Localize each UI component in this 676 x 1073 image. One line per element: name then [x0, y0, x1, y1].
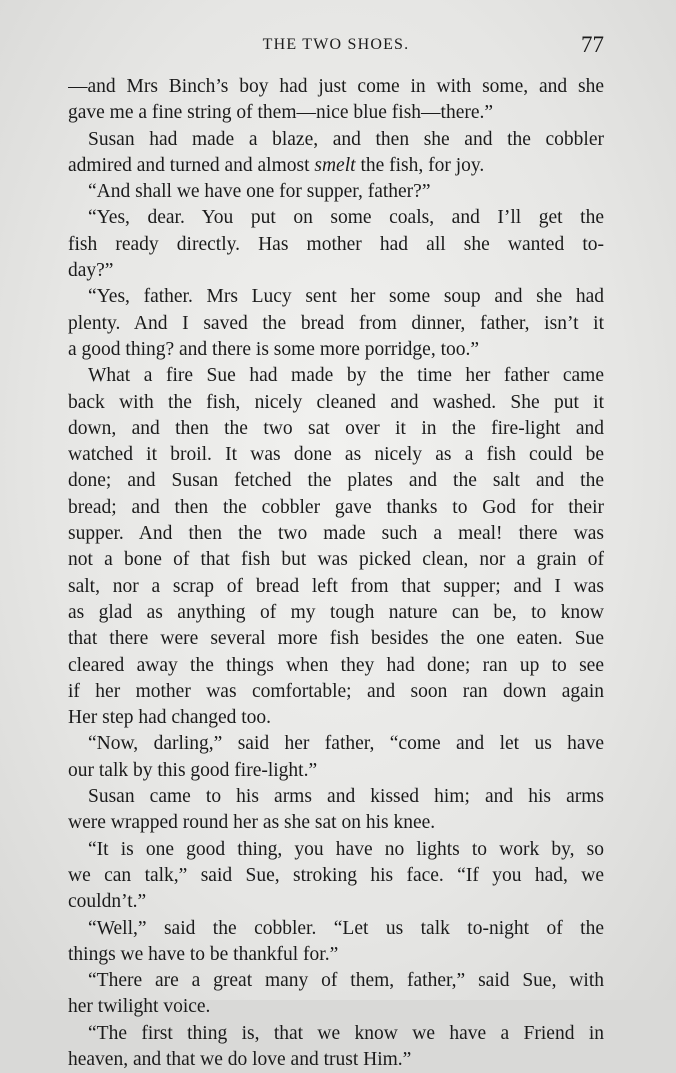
- text-line: we can talk,” said Sue, stroking his face. “If you had, we: [68, 864, 604, 886]
- running-title: THE TWO SHOES.: [262, 36, 410, 53]
- text-segment: the fish, for joy.: [355, 154, 485, 176]
- text-line: down, and then the two sat over it in the fire-light and: [68, 417, 604, 439]
- text-line: supper. And then the two made such a meal! there was: [68, 523, 604, 545]
- text-segment: admired and turned and almost: [68, 154, 315, 176]
- text-line: things we have to be thankful for.”: [68, 943, 339, 965]
- text-line: salt, nor a scrap of bread left from that supper; and I was: [68, 575, 604, 597]
- text-line: if her mother was comfortable; and soon ran down again: [68, 680, 604, 702]
- text-line: our talk by this good fire-light.”: [68, 759, 318, 781]
- text-line: back with the fish, nicely cleaned and washed. She put it: [68, 391, 604, 413]
- page-header: [68, 32, 604, 60]
- text-line: “The first thing is, that we know we have a Friend in: [88, 1022, 604, 1044]
- text-line: —and Mrs Binch’s boy had just come in with some, and she: [68, 76, 604, 97]
- text-line: “There are a great many of them, father,” said Sue, with: [88, 970, 604, 992]
- text-line: [68, 153, 604, 179]
- text-line: gave me a fine string of them—nice blue fish—there.”: [68, 102, 494, 124]
- text-line: watched it broil. It was done as nicely as a fish could be: [68, 444, 604, 466]
- text-line: were wrapped round her as she sat on his knee.: [68, 812, 436, 834]
- text-line: “It is one good thing, you have no lights to work by, so: [88, 838, 604, 860]
- text-line: “Yes, father. Mrs Lucy sent her some soup and she had: [88, 286, 604, 308]
- text-line: couldn’t.”: [68, 891, 147, 913]
- text-line: What a fire Sue had made by the time her father came: [88, 365, 604, 387]
- text-line: “Now, darling,” said her father, “come and let us have: [88, 733, 604, 755]
- text-line: day?”: [68, 260, 114, 282]
- text-line: heaven, and that we do love and trust Him.”: [68, 1048, 412, 1070]
- text-line: bread; and then the cobbler gave thanks to God for their: [68, 496, 604, 518]
- text-line: “Well,” said the cobbler. “Let us talk to-night of the: [88, 917, 604, 939]
- text-line: fish ready directly. Has mother had all she wanted to-: [68, 233, 604, 255]
- italic-word: smelt: [314, 154, 356, 176]
- text-line: as glad as anything of my tough nature can be, to know: [68, 601, 604, 623]
- text-line: plenty. And I saved the bread from dinner, father, isn’t it: [68, 312, 604, 334]
- text-line: a good thing? and there is some more porridge, too.”: [68, 338, 480, 360]
- text-line: her twilight voice.: [68, 996, 211, 1018]
- text-line: Susan came to his arms and kissed him; and his arms: [88, 786, 604, 808]
- text-line: not a bone of that fish but was picked clean, nor a grain of: [68, 549, 604, 571]
- text-line: Her step had changed too.: [68, 707, 272, 729]
- text-line: “Yes, dear. You put on some coals, and I’ll get the: [88, 207, 604, 229]
- text-line: cleared away the things when they had done; ran up to see: [68, 654, 604, 676]
- text-line: done; and Susan fetched the plates and the salt and the: [68, 470, 604, 492]
- page-number: 77: [581, 32, 604, 57]
- text-line: that there were several more fish besides the one eaten. Sue: [68, 628, 604, 650]
- body-text: [68, 74, 604, 1073]
- text-line: Susan had made a blaze, and then she and the cobbler: [88, 128, 604, 150]
- text-line: “And shall we have one for supper, father?”: [88, 181, 431, 203]
